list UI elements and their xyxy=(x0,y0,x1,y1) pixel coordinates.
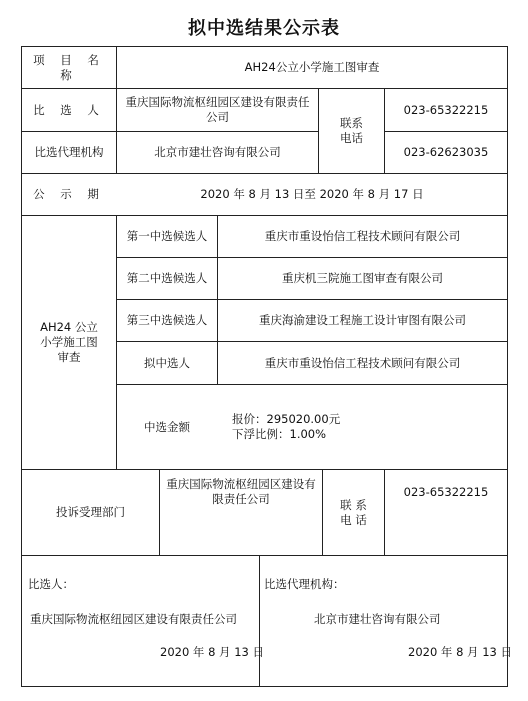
candidate-3-value: 重庆海渝建设工程施工设计审图有限公司 xyxy=(259,313,466,327)
complaint-label: 投诉受理部门 xyxy=(56,505,125,519)
winner-value: 重庆市重设怡信工程技术顾问有限公司 xyxy=(264,355,461,370)
signature-bidder-date: 2020 年 8 月 13 日 xyxy=(160,645,264,659)
agency-value: 北京市建壮咨询有限公司 xyxy=(154,145,281,159)
project-value: AH24公立小学施工图审查 xyxy=(244,60,380,74)
amount-box xyxy=(228,385,507,469)
contact-label: 联系电话 xyxy=(340,116,363,145)
project-label: 项 目 名 称 xyxy=(33,52,105,82)
amount-label: 中选金额 xyxy=(144,419,190,434)
signature-agency-date: 2020 年 8 月 13 日 xyxy=(408,645,512,659)
amount-rate: 下浮比例：1.00% xyxy=(232,427,327,441)
winner-label: 拟中选人 xyxy=(144,355,190,370)
signature-agency-label: 比选代理机构： xyxy=(264,577,345,591)
candidate-1-label: 第一中选候选人 xyxy=(126,229,208,243)
candidate-2-value: 重庆机三院施工图审查有限公司 xyxy=(282,271,443,285)
complaint-phone: 023-65322215 xyxy=(403,484,489,499)
signature-bidder-label: 比选人： xyxy=(28,577,74,591)
candidate-2-label: 第二中选候选人 xyxy=(126,271,208,285)
candidate-3-label: 第三中选候选人 xyxy=(126,313,208,327)
agency-label: 比选代理机构 xyxy=(34,145,104,159)
signature-agency-name: 北京市建壮咨询有限公司 xyxy=(314,612,441,626)
page-title: 拟中选结果公示表 xyxy=(188,18,340,39)
signature-bidder-name: 重庆国际物流枢纽园区建设有限责任公司 xyxy=(30,612,237,626)
period-value: 2020 年 8 月 13 日至 2020 年 8 月 17 日 xyxy=(200,187,424,201)
bidder-value: 重庆国际物流枢纽园区建设有限责任公司 xyxy=(125,95,310,124)
bidder-phone: 023-65322215 xyxy=(403,102,489,117)
amount-price: 报价：295020.00元 xyxy=(232,412,341,426)
complaint-contact-label: 联 系 电 话 xyxy=(340,497,367,527)
period-label: 公 示 期 xyxy=(33,187,105,201)
section-label: AH24 公立小学施工图审查 xyxy=(40,320,98,364)
agency-phone: 023-62623035 xyxy=(403,145,489,159)
bidder-label: 比 选 人 xyxy=(33,102,105,117)
complaint-value: 重庆国际物流枢纽园区建设有限责任公司 xyxy=(166,477,316,506)
candidate-1-value: 重庆市重设怡信工程技术顾问有限公司 xyxy=(264,229,461,243)
